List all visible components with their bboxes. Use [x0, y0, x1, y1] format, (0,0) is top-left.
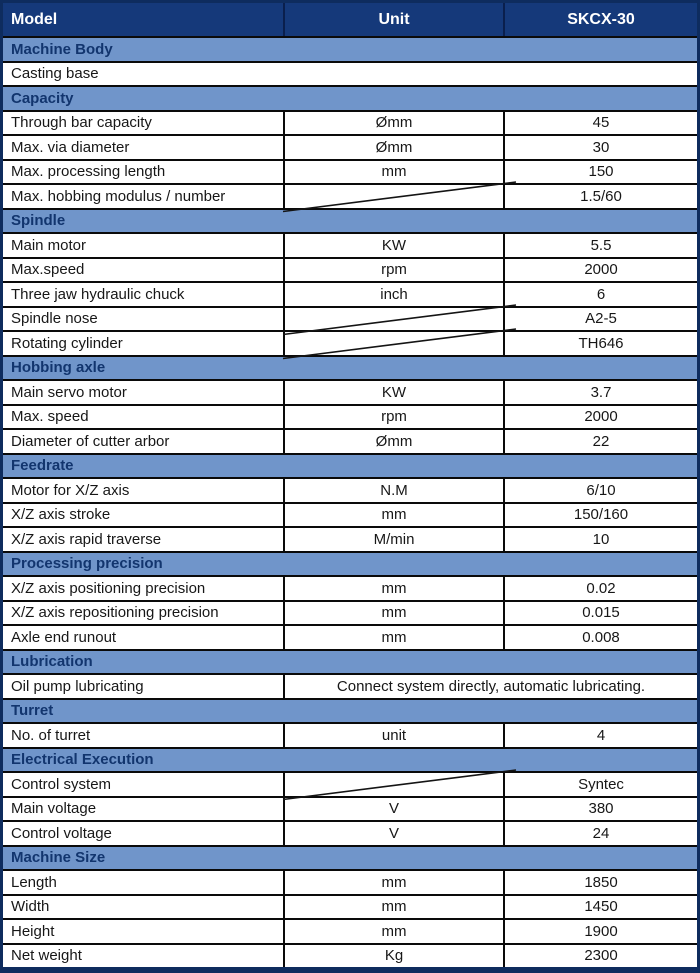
spec-value: 24 [503, 822, 697, 845]
spec-row [3, 379, 697, 404]
section-title: Processing precision [11, 555, 163, 573]
na-diagonal-line [283, 182, 516, 212]
section-title: Hobbing axle [11, 359, 106, 377]
section-title: Lubrication [11, 653, 93, 671]
spec-row [3, 232, 697, 257]
spec-unit: Ømm [283, 136, 503, 159]
spec-label: Control system [11, 775, 112, 793]
spec-label: Height [11, 922, 55, 940]
spec-value: 2000 [503, 259, 697, 282]
spec-label: X/Z axis stroke [11, 506, 111, 524]
spec-value: 380 [503, 798, 697, 821]
spec-row [3, 134, 697, 159]
section-header-capacity [3, 85, 697, 110]
spec-label: Diameter of cutter arbor [11, 432, 170, 450]
spec-unit: rpm [283, 259, 503, 282]
spec-row [3, 820, 697, 845]
section-header-turret [3, 698, 697, 723]
header-cell-skcx-30: SKCX-30 [503, 3, 697, 36]
spec-label: No. of turret [11, 726, 91, 744]
spec-unit: unit [283, 724, 503, 747]
spec-row [3, 477, 697, 502]
spec-unit: mm [283, 871, 503, 894]
spec-value: 30 [503, 136, 697, 159]
spec-unit: M/min [283, 528, 503, 551]
section-title: Machine Body [11, 40, 113, 58]
section-header-machine-size [3, 845, 697, 870]
spec-unit: V [283, 822, 503, 845]
section-header-processing-precision [3, 551, 697, 576]
spec-value: 0.015 [503, 602, 697, 625]
spec-row [3, 110, 697, 135]
spec-row [3, 526, 697, 551]
header-cell-unit: Unit [283, 3, 503, 36]
section-header-spindle [3, 208, 697, 233]
spec-value: 45 [503, 112, 697, 135]
section-title: Feedrate [11, 457, 74, 475]
section-title: Machine Size [11, 849, 106, 867]
section-title: Spindle [11, 212, 66, 230]
spec-row [3, 330, 697, 355]
spec-label: Control voltage [11, 824, 112, 842]
spec-label: X/Z axis repositioning precision [11, 604, 219, 622]
na-diagonal-line [283, 770, 516, 800]
spec-value: TH646 [503, 332, 697, 355]
spec-unit: N.M [283, 479, 503, 502]
spec-value: A2-5 [503, 308, 697, 331]
section-title: Turret [11, 702, 54, 720]
spec-row [3, 502, 697, 527]
spec-label: Rotating cylinder [11, 334, 123, 352]
spec-value: Syntec [503, 773, 697, 796]
spec-label: Net weight [11, 947, 82, 965]
spec-row [3, 943, 697, 968]
spec-label: Max. processing length [11, 163, 166, 181]
na-diagonal-line [283, 329, 516, 359]
spec-unit: mm [283, 161, 503, 184]
spec-value: 0.02 [503, 577, 697, 600]
spec-unit: mm [283, 626, 503, 649]
spec-label: Through bar capacity [11, 114, 152, 132]
spec-value: 150/160 [503, 504, 697, 527]
spec-label: Axle end runout [11, 628, 117, 646]
spec-unit [283, 773, 503, 796]
table-header-row [3, 3, 697, 36]
na-diagonal-line [283, 305, 516, 335]
spec-table [3, 3, 697, 967]
spec-row [3, 281, 697, 306]
spec-label: Width [11, 898, 50, 916]
section-header-feedrate [3, 453, 697, 478]
spec-label: Main servo motor [11, 383, 127, 401]
section-header-machine-body [3, 36, 697, 61]
spec-row [3, 722, 697, 747]
spec-value: 1850 [503, 871, 697, 894]
spec-row [3, 918, 697, 943]
spec-value: 5.5 [503, 234, 697, 257]
spec-value: 6 [503, 283, 697, 306]
spec-row [3, 624, 697, 649]
spec-value: 6/10 [503, 479, 697, 502]
spec-unit: mm [283, 602, 503, 625]
spec-row [3, 428, 697, 453]
spec-value: 150 [503, 161, 697, 184]
spec-unit: V [283, 798, 503, 821]
section-header-hobbing-axle [3, 355, 697, 380]
spec-unit: KW [283, 234, 503, 257]
spec-row [3, 869, 697, 894]
spec-label: Main voltage [11, 800, 97, 818]
section-title: Electrical Execution [11, 751, 154, 769]
spec-row [3, 159, 697, 184]
header-cell-model: Model [11, 10, 58, 28]
section-header-lubrication [3, 649, 697, 674]
spec-value: 0.008 [503, 626, 697, 649]
spec-unit: mm [283, 920, 503, 943]
spec-label: Oil pump lubricating [11, 677, 144, 695]
spec-row [3, 183, 697, 208]
spec-label: Max. speed [11, 408, 89, 426]
spec-label: Three jaw hydraulic chuck [11, 285, 185, 303]
spec-row [3, 61, 697, 86]
spec-value: 10 [503, 528, 697, 551]
spec-label: Casting base [11, 65, 99, 83]
spec-unit: KW [283, 381, 503, 404]
spec-label: X/Z axis positioning precision [11, 579, 206, 597]
spec-unit [283, 308, 503, 331]
spec-row [3, 600, 697, 625]
spec-label: Max. via diameter [11, 138, 130, 156]
spec-row [3, 404, 697, 429]
spec-label: Motor for X/Z axis [11, 481, 130, 499]
spec-unit [283, 332, 503, 355]
spec-value: 1.5/60 [503, 185, 697, 208]
spec-unit: Ømm [283, 112, 503, 135]
spec-unit: Kg [283, 945, 503, 968]
spec-row [3, 575, 697, 600]
spec-row [3, 306, 697, 331]
spec-unit: mm [283, 504, 503, 527]
spec-label: Main motor [11, 236, 87, 254]
spec-value: 22 [503, 430, 697, 453]
spec-value: 2300 [503, 945, 697, 968]
spec-value: 1450 [503, 896, 697, 919]
spec-label: Max. hobbing modulus / number [11, 187, 226, 205]
section-header-electrical-execution [3, 747, 697, 772]
spec-unit: inch [283, 283, 503, 306]
spec-row [3, 673, 697, 698]
spec-unit: rpm [283, 406, 503, 429]
spec-label: Length [11, 873, 57, 891]
spec-row [3, 796, 697, 821]
section-title: Capacity [11, 89, 74, 107]
spec-label: Max.speed [11, 261, 85, 279]
spec-value: 1900 [503, 920, 697, 943]
spec-label: X/Z axis rapid traverse [11, 530, 162, 548]
spec-label: Spindle nose [11, 310, 98, 328]
spec-value: 2000 [503, 406, 697, 429]
spec-value: 4 [503, 724, 697, 747]
spec-row [3, 257, 697, 282]
spec-value: 3.7 [503, 381, 697, 404]
spec-merged-value: Connect system directly, automatic lubricating. [283, 675, 697, 698]
spec-row [3, 771, 697, 796]
spec-unit: Ømm [283, 430, 503, 453]
spec-unit [283, 185, 503, 208]
spec-unit: mm [283, 577, 503, 600]
spec-row [3, 894, 697, 919]
spec-unit: mm [283, 896, 503, 919]
